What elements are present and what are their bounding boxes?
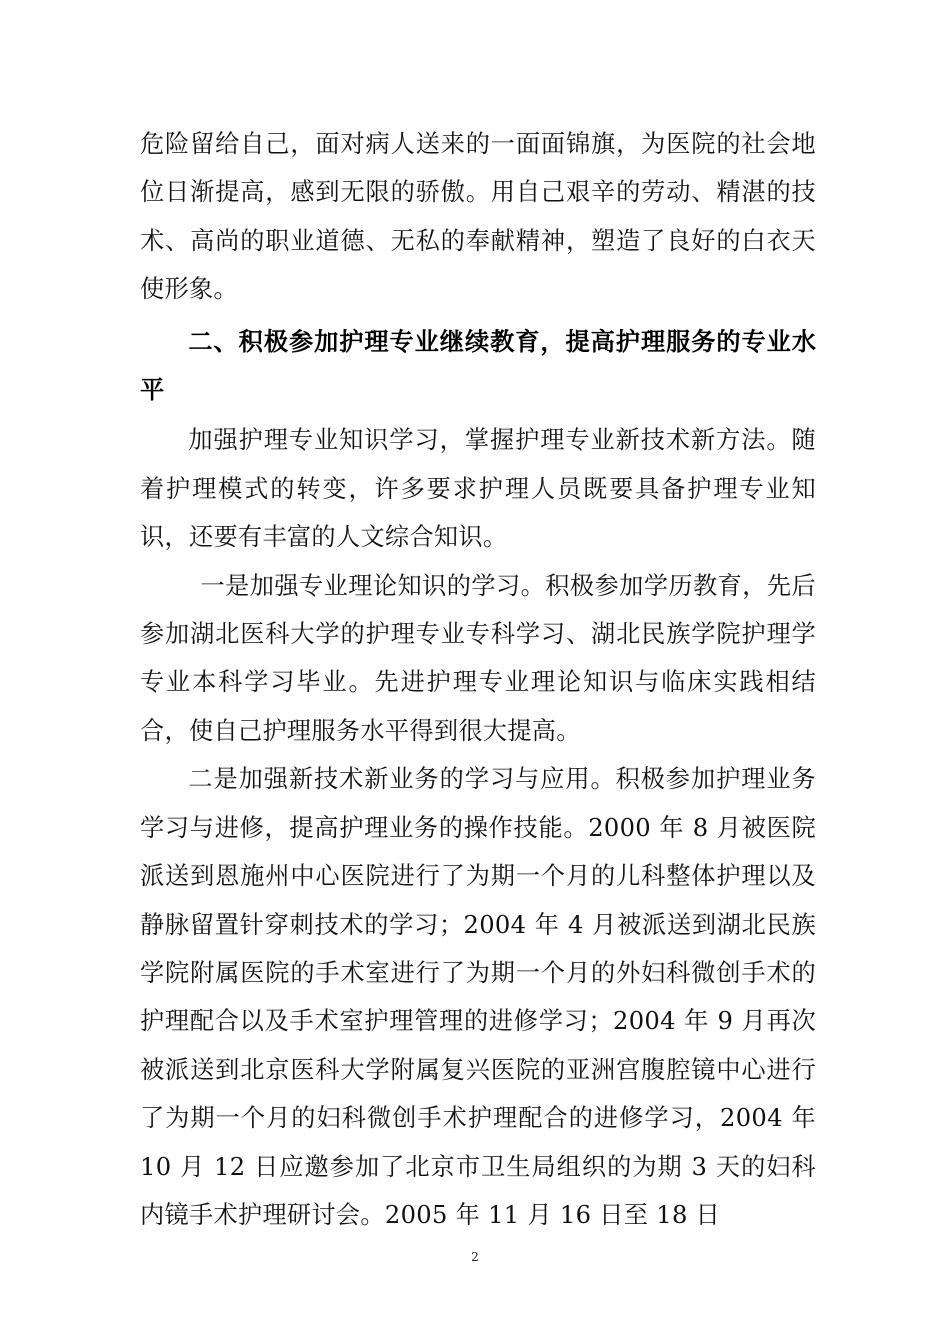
paragraph-continuation: 危险留给自己，面对病人送来的一面面锦旗，为医院的社会地位日渐提高，感到无限的骄傲。用自己艰辛的劳动、精湛的技术、高尚的职业道德、无私的奉献精神，塑造了良好的白衣天使形象。 <box>140 130 816 304</box>
document-body <box>140 120 816 1239</box>
paragraph-theory: 一是加强专业理论知识的学习。积极参加学历教育，先后参加湖北医科大学的护理专业专科学习、湖北民族学院护理学专业本科学习毕业。先进护理专业理论知识与临床实践相结合，使自己护理服务水平得到很大提高。 <box>140 571 816 745</box>
paragraph-intro: 加强护理专业知识学习，掌握护理专业新技术新方法。随着护理模式的转变，许多要求护理人员既要具备护理专业知识，还要有丰富的人文综合知识。 <box>140 426 816 552</box>
section-heading: 二、积极参加护理专业继续教育，提高护理服务的专业水平 <box>140 327 816 405</box>
paragraph-new-tech: 二是加强新技术新业务的学习与应用。积极参加护理业务学习与进修，提高护理业务的操作技能。2000 年 8 月被医院派送到恩施州中心医院进行了为期一个月的儿科整体护理以及静脉留置针穿刺技术的学习；2004 年 4 月被派送到湖北民族学院附属医院的手术室进行了为期一个月的外妇科微创手术的护理配合以及手术室护理管理的进修学习；2004 年 9 月再次被派送到北京医科大学附属复兴医院的亚洲宫腹腔镜中心进行了为期一个月的妇科微创手术护理配合的进修学习，2004 年 10 月 12 日应邀参加了北京市卫生局组织的为期 3 天的妇科内镜手术护理研讨会。2005 年 11 月 16 日至 18 日 <box>140 765 816 1229</box>
page-number: 2 <box>471 1250 479 1264</box>
